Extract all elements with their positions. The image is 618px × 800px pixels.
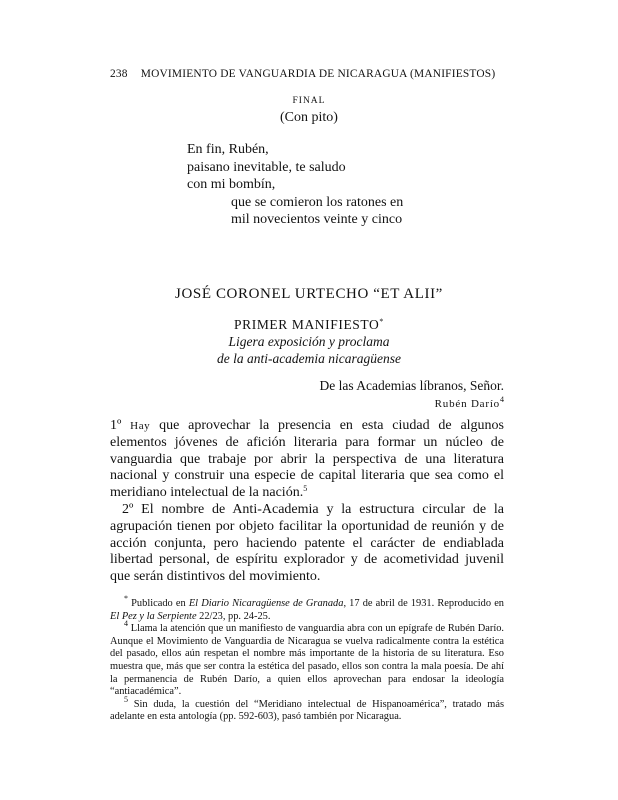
- author-heading: JOSÉ CORONEL URTECHO “ET ALII”: [175, 286, 443, 302]
- footnote: [110, 694, 504, 724]
- footnote-mark: *: [379, 317, 384, 326]
- final-section-title: (Con pito): [280, 110, 338, 125]
- manifesto-title: [0, 317, 618, 333]
- footnote-text: Llama la atención que un manifiesto de vanguardia abra con un epígrafe de Rubén Darío. Aunque el Movimiento de Vanguardia de Nicaragua se vuelva radicalmente contra la estética del pasado, ellos aún respetan el nombre más importante de la historia de su literatura. Eso muestra que, más que ser contra la estética del pasado, ellos son contra la mala poesía. De ahí la permanencia de Rubén Darío, a quien ellos aprovechan para endosar la ideología “antiacadémica”.: [110, 623, 504, 698]
- poem-line: que se comieron los ratones en: [231, 194, 404, 210]
- poem-line: paisano inevitable, te saludo: [187, 159, 346, 175]
- manifesto-title-text: PRIMER MANIFIESTO: [234, 317, 380, 332]
- publication-title: El Pez y la Serpiente: [110, 610, 197, 622]
- page-number: 238: [110, 68, 128, 80]
- footnotes: [110, 594, 504, 724]
- footnote: [110, 594, 504, 623]
- publication-title: El Diario Nicaragüense de Granada: [188, 598, 344, 609]
- paragraph-1: [110, 418, 504, 502]
- poem-line: En fin, Rubén,: [187, 142, 269, 157]
- smallcaps-word: Hay: [130, 420, 151, 432]
- running-header: [110, 68, 510, 80]
- paragraph-number: 1º: [110, 418, 122, 433]
- footnote-text: , 17 de abril de 1931. Reproducido en: [343, 598, 504, 609]
- epigraph-author: Rubén Darío: [434, 398, 500, 410]
- footnote: [110, 619, 504, 699]
- final-section-label: FINAL: [292, 96, 326, 106]
- footnote-text: 22/23, pp. 24-25.: [196, 610, 271, 622]
- footnote-mark: 4: [500, 395, 504, 404]
- running-title: MOVIMIENTO DE VANGUARDIA DE NICARAGUA (MANIFIESTOS): [140, 68, 496, 80]
- epigraph-quote: De las Academias líbranos, Señor.: [319, 378, 504, 393]
- poem-line: con mi bombín,: [187, 177, 276, 192]
- poem: [187, 141, 403, 229]
- footnote-text: Publicado en: [128, 598, 189, 609]
- footnote-mark: 4: [124, 619, 128, 629]
- epigraph-author-line: [320, 394, 504, 413]
- footnote-mark: *: [124, 594, 128, 603]
- footnote-mark: 5: [124, 694, 128, 704]
- manifesto-body: [110, 418, 504, 586]
- paragraph-text: que aprovechar la presencia en esta ciudad de algunos elementos jóvenes de afición literaria para formar un núcleo de vanguardia que trabaje por abrir la perspectiva de una literatura nacional y construir una especie de capital literaria que sea como el meridiano intelectual de la nación.: [110, 418, 504, 501]
- manifesto-subtitle: [0, 333, 618, 367]
- poem-line: mil novecientos veinte y cinco: [231, 212, 403, 227]
- subtitle-line: Ligera exposición y proclama: [228, 334, 390, 349]
- footnote-text: Sin duda, la cuestión del “Meridiano intelectual de Hispanoamérica”, tratado más adelante en esta antología (pp. 592-603), pasó también por Nicaragua.: [110, 698, 504, 723]
- subtitle-line: de la anti-academia nicaragüense: [216, 351, 402, 366]
- footnote-mark: 5: [303, 484, 308, 494]
- epigraph: [320, 377, 504, 413]
- paragraph-2: 2º El nombre de Anti-Academia y la estructura circular de la agrupación tienen por objeto facilitar la oportunidad de reunión y de acción conjunta, pero haciendo patente el carácter de endiablada libertad personal, de espíritu explorador y de acometividad juvenil que serán distintivos del movimiento.: [110, 501, 504, 585]
